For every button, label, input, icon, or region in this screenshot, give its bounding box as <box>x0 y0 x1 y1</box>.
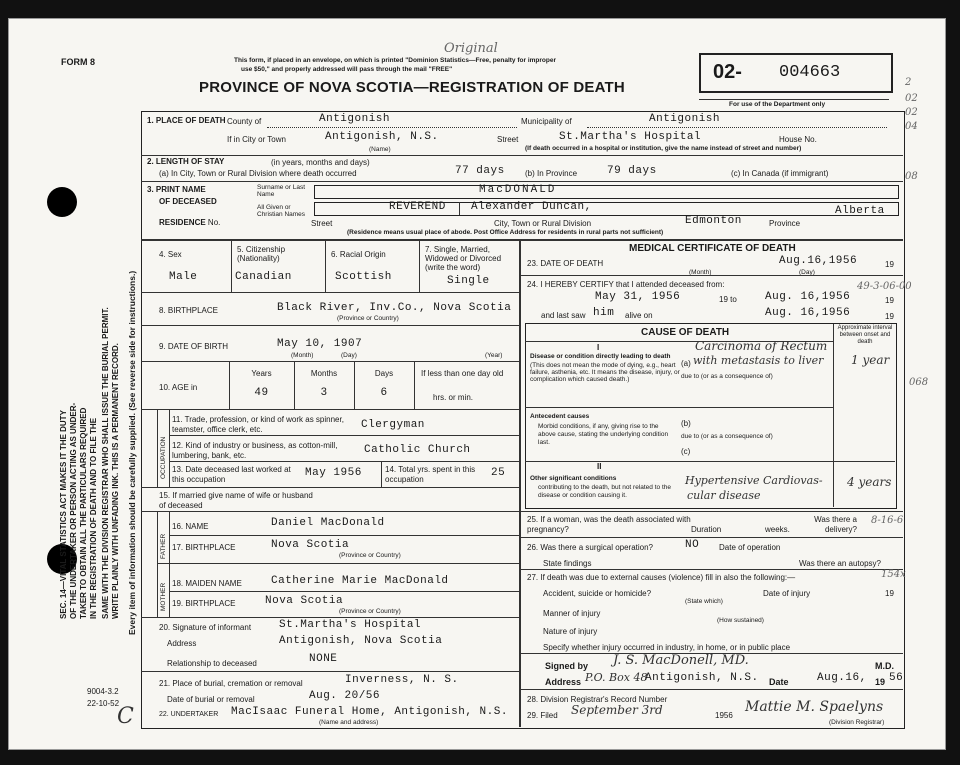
death-day-caption: (Day) <box>799 269 815 276</box>
margin-code-1: 49-3-06-00 <box>857 281 912 292</box>
residence-label: RESIDENCE No. <box>159 218 221 227</box>
registrar-caption: (Division Registrar) <box>829 719 885 726</box>
manner-of-injury-label: Manner of injury <box>543 609 601 618</box>
alive-year-caption: 19 <box>885 312 894 321</box>
statutory-notice: SEC. 14—VITAL STATISTICS ACT MAKES IT THE DUTY OF THE UNDERTAKER OR PERSON ACTING AS UNDER- TAKER TO OBTAIN ALL THE PARTICULARS REQUIRED IN THE REGISTRATION OF DEATH AND TO FILE THE <box>59 402 98 619</box>
pregnancy-label: 25. If a woman, was the death associated with pregnancy? <box>527 515 691 534</box>
relationship-label: Relationship to deceased <box>167 659 257 668</box>
father-birthplace-label: 17. BIRTHPLACE <box>172 543 236 552</box>
filed-year: 1956 <box>715 711 733 720</box>
form-number: FORM 8 <box>61 57 96 67</box>
cause-part-i: I <box>597 343 600 352</box>
municipality-value: Antigonish <box>649 113 721 125</box>
injury-date-label: Date of injury <box>763 589 811 598</box>
form-title: PROVINCE OF NOVA SCOTIA—REGISTRATION OF DEATH <box>199 79 625 96</box>
physician-address-value: Antigonish, N.S. <box>645 672 759 684</box>
residence-note: (Residence means usual place of abode. Post Office Address for residents in rural parts not sufficient) <box>347 229 664 236</box>
margin-mark-b: 02 <box>905 93 918 104</box>
how-sustained-caption: (How sustained) <box>717 617 764 624</box>
mother-birthplace-label: 19. BIRTHPLACE <box>172 599 236 608</box>
signed-date-label: Date <box>769 677 789 687</box>
cause-part-ii: II <box>597 462 602 471</box>
last-worked-label: 13. Date deceased last worked at this occupation <box>172 465 291 484</box>
registration-number-box <box>699 53 893 93</box>
physician-address-label: Address <box>545 677 582 687</box>
registrar-signature: Mattie M. Spaelyns <box>745 699 884 715</box>
title-value: REVEREND <box>389 201 446 213</box>
burial-date-label: Date of burial or removal <box>167 695 255 704</box>
medical-certificate-title: MEDICAL CERTIFICATE OF DEATH <box>629 243 796 254</box>
length-of-stay-label: 2. LENGTH OF STAY <box>147 157 225 166</box>
other-conditions-label: Other significant conditions <box>530 475 617 482</box>
informant-label: 20. Signature of informant <box>159 623 252 632</box>
duration-label: Duration <box>691 525 722 534</box>
disease-note: (This does not mean the mode of dying, e.g., heart failure, asthenia, etc. It means the disease, injury, or complication which caused death.) <box>530 362 680 383</box>
signed-year-prefix: 19 <box>875 677 886 687</box>
informant-value: St.Martha's Hospital <box>279 619 422 631</box>
surgical-operation-value: NO <box>685 539 700 551</box>
occupation-side-label: OCCUPATION <box>160 436 167 479</box>
mother-label: 18. MAIDEN NAME <box>172 579 242 588</box>
dob-year-caption: (Year) <box>485 352 503 359</box>
undertaker-value: MacIsaac Funeral Home, Antigonish, N.S. <box>231 706 508 718</box>
months-header: Months <box>310 369 338 378</box>
undertaker-label: 22. UNDERTAKER <box>159 711 219 718</box>
signed-year-value: 56 <box>889 672 904 684</box>
alive-on-label: alive on <box>625 311 653 320</box>
margin-mark-c: 02 <box>905 107 918 118</box>
birthplace-label: 8. BIRTHPLACE <box>159 306 218 315</box>
industry-label: 12. Kind of industry or business, as cotton-mill, lumbering, bank, etc. <box>172 441 338 460</box>
delivery-label: Was there a delivery? <box>814 515 857 534</box>
trade-value: Clergyman <box>361 419 425 431</box>
name-caption: (Name) <box>369 146 391 153</box>
mother-value: Catherine Marie MacDonald <box>271 575 449 587</box>
physician-signature: J. S. MacDonell, MD. <box>613 653 749 668</box>
registration-number: 004663 <box>779 63 841 82</box>
other-condition-line2: cular disease <box>687 489 761 502</box>
birthplace-caption: (Province or Country) <box>337 315 399 322</box>
alive-on-value: Aug. 16,1956 <box>765 307 851 319</box>
informant-address-label: Address <box>167 639 197 648</box>
attended-to-label: 19 to <box>719 295 737 304</box>
father-value: Daniel MacDonald <box>271 517 385 529</box>
death-month-caption: (Month) <box>689 269 712 276</box>
city-label: If in City or Town <box>227 135 286 144</box>
last-worked-value: May 1956 <box>305 467 362 479</box>
due-to-label-a: due to (or as a consequence of) <box>681 373 773 380</box>
industry-value: Catholic Church <box>364 444 471 456</box>
place-of-death-label: 1. PLACE OF DEATH <box>147 116 226 125</box>
certify-label: 24. I HEREBY CERTIFY that I attended deceased from: <box>527 280 725 289</box>
father-label: 16. NAME <box>172 522 209 531</box>
stay-a-value: 77 days <box>455 165 505 177</box>
citizenship-value: Canadian <box>235 271 292 283</box>
given-name-label: All Given or Christian Names <box>257 204 306 218</box>
municipality-label: Municipality of <box>521 117 572 126</box>
date-of-death-value: Aug.16,1956 <box>779 255 858 267</box>
original-stamp: Original <box>444 41 498 56</box>
mother-birthplace-caption: (Province or Country) <box>339 608 401 615</box>
spouse-label: 15. If married give name of wife or husband of deceased <box>159 491 313 510</box>
margin-code-2: 068 <box>909 377 929 388</box>
cause-b-label: (b) <box>681 419 691 428</box>
trade-label: 11. Trade, profession, or kind of work as spinner, teamster, office clerk, etc. <box>172 415 344 434</box>
undertaker-caption: (Name and address) <box>319 719 379 726</box>
filed-label: 29. Filed <box>527 711 558 720</box>
registration-prefix: 02- <box>713 61 742 83</box>
hrs-min-label: hrs. or min. <box>433 393 474 402</box>
injury-year-caption: 19 <box>885 589 894 598</box>
father-side-label: FATHER <box>160 533 167 559</box>
surname-box <box>314 185 899 199</box>
findings-label: State findings <box>543 559 592 568</box>
postage-notice-1: This form, if placed in an envelope, on which is printed "Dominion Statistics—Free, penalty for improper <box>234 57 556 64</box>
injury-location-label: Specify whether injury occurred in industry, in home, or in public place <box>543 643 791 652</box>
dob-value: May 10, 1907 <box>277 338 363 350</box>
house-no-label: House No. <box>779 135 817 144</box>
form-code: 9004-3.2 <box>87 687 119 696</box>
death-year-caption: 19 <box>885 260 894 269</box>
other-condition-line1: Hypertensive Cardiovas- <box>685 474 823 487</box>
statutory-notice-2: SAME WITH THE DIVISION REGISTRAR WHO SHALL ISSUE THE BURIAL PERMIT. WRITE PLAINLY WITH UNFADING INK. THIS IS A PERMANENT RECORD. <box>101 307 120 619</box>
age-label: 10. AGE in <box>159 383 198 392</box>
date-of-death-label: 23. DATE OF DEATH <box>527 259 604 268</box>
attended-year-caption: 19 <box>885 296 894 305</box>
total-years-value: 25 <box>491 467 506 479</box>
margin-mark-e: 08 <box>905 171 918 182</box>
mother-birthplace-value: Nova Scotia <box>265 595 344 607</box>
sex-label: 4. Sex <box>159 250 182 259</box>
physician-address-box: P.O. Box 48 <box>585 671 648 684</box>
disease-label: Disease or condition directly leading to death <box>530 353 671 360</box>
antecedent-note: Morbid conditions, if any, giving rise to the above cause, stating the underlying condition last. <box>538 423 669 446</box>
surgical-operation-label: 26. Was there a surgical operation? <box>527 543 653 552</box>
marital-label: 7. Single, Married, Widowed or Divorced (write the word) <box>425 245 502 272</box>
surname-value: MacDONALD <box>479 184 557 196</box>
registration-form <box>8 18 946 750</box>
cause-a-line2: with metastasis to liver <box>693 354 824 367</box>
due-to-label-b: due to (or as a consequence of) <box>681 433 773 440</box>
surname-label: Surname or Last Name <box>257 184 306 198</box>
margin-mark-a: 2 <box>905 77 912 88</box>
stay-b-value: 79 days <box>607 165 657 177</box>
birthplace-value: Black River, Inv.Co., Nova Scotia <box>277 302 512 314</box>
margin-code-4: 154x <box>881 569 906 580</box>
residence-city-value: Edmonton <box>685 215 742 227</box>
mother-side-label: MOTHER <box>160 582 167 611</box>
racial-value: Scottish <box>335 271 392 283</box>
margin-code-3: 8-16-6 <box>871 515 904 526</box>
hospital-note: (If death occurred in a hospital or institution, give the name instead of street and number) <box>525 145 802 152</box>
department-use-note: For use of the Department only <box>729 101 826 108</box>
accident-label: Accident, suicide or homicide? <box>543 589 652 598</box>
autopsy-label: Was there an autopsy? <box>799 559 881 568</box>
relationship-value: NONE <box>309 653 338 665</box>
signed-by-label: Signed by <box>545 661 589 671</box>
dob-month-caption: (Month) <box>291 352 314 359</box>
signed-date-value: Aug.16, <box>817 672 867 684</box>
external-causes-label: 27. If death was due to external causes (violence) fill in also the following:— <box>527 573 796 582</box>
marital-value: Single <box>447 275 490 287</box>
postage-notice-2: use $50," and properly addressed will pass through the mail "FREE" <box>241 66 453 73</box>
sex-value: Male <box>169 271 198 283</box>
county-value: Antigonish <box>319 113 391 125</box>
street-label: Street <box>497 135 519 144</box>
state-which-caption: (State which) <box>685 598 723 605</box>
length-of-stay-sub: (in years, months and days) <box>271 158 370 167</box>
operation-date-label: Date of operation <box>719 543 781 552</box>
cause-a-interval: 1 year <box>851 353 890 367</box>
other-interval: 4 years <box>847 475 892 489</box>
residence-street-label: Street <box>311 219 333 228</box>
years-header: Years <box>251 369 272 378</box>
dob-label: 9. DATE OF BIRTH <box>159 342 229 351</box>
age-days-value: 6 <box>380 387 388 399</box>
street-value: St.Martha's Hospital <box>559 131 702 143</box>
total-years-label: 14. Total yrs. spent in this occupation <box>385 465 476 484</box>
cause-c-label: (c) <box>681 447 691 456</box>
nature-of-injury-label: Nature of injury <box>543 627 598 636</box>
burial-label: 21. Place of burial, cremation or removal <box>159 679 303 688</box>
residence-city-label: City, Town or Rural Division <box>494 219 592 228</box>
racial-label: 6. Racial Origin <box>331 250 386 259</box>
registrar-record-label: 28. Division Registrar's Record Number <box>527 695 668 704</box>
age-months-value: 3 <box>320 387 328 399</box>
cause-a-line1: Carcinoma of Rectum <box>695 339 828 353</box>
residence-province-label: Province <box>769 219 801 228</box>
interval-header: Approximate interval between onset and death <box>837 325 893 345</box>
residence-province-value: Alberta <box>835 205 885 217</box>
stay-c-label: (c) In Canada (if immigrant) <box>731 169 829 178</box>
instructions-note: Every item of information should be carefully supplied. (See reverse side for instructions.) <box>127 270 137 635</box>
citizenship-label: 5. Citizenship (Nationality) <box>237 245 286 263</box>
attended-from-value: May 31, 1956 <box>595 291 681 303</box>
informant-address-value: Antigonish, Nova Scotia <box>279 635 443 647</box>
father-birthplace-caption: (Province or Country) <box>339 552 401 559</box>
print-name-label: 3. PRINT NAME <box>147 185 206 194</box>
burial-value: Inverness, N. S. <box>345 674 459 686</box>
margin-mark-d: 04 <box>905 121 918 132</box>
weeks-label: weeks. <box>765 525 790 534</box>
age-years-value: 49 <box>254 387 269 399</box>
form-date: 22-10-52 <box>87 699 120 708</box>
md-label: M.D. <box>875 661 894 671</box>
margin-c-mark: C <box>117 704 134 729</box>
city-value: Antigonish, N.S. <box>325 131 439 143</box>
stay-b-label: (b) In Province <box>525 169 578 178</box>
of-deceased-label: OF DECEASED <box>159 197 217 206</box>
father-birthplace-value: Nova Scotia <box>271 539 350 551</box>
days-header: Days <box>374 369 394 378</box>
antecedent-label: Antecedent causes <box>530 413 590 420</box>
dob-day-caption: (Day) <box>341 352 357 359</box>
attended-to-value: Aug. 16,1956 <box>765 291 851 303</box>
last-saw-label: and last saw <box>541 311 586 320</box>
cause-a-label: (a) <box>681 359 691 368</box>
cause-of-death-title: CAUSE OF DEATH <box>641 327 730 338</box>
given-name-value: Alexander Duncan, <box>471 201 592 213</box>
burial-date-value: Aug. 20/56 <box>309 690 381 702</box>
less-than-day-label: If less than one day old <box>421 369 504 378</box>
stay-a-label: (a) In City, Town or Rural Division where death occurred <box>159 169 357 178</box>
last-saw-him: him <box>593 307 615 319</box>
filed-value: September 3rd <box>571 703 663 717</box>
other-conditions-note: contributing to the death, but not related to the disease or condition causing it. <box>538 484 671 499</box>
county-label: County of <box>227 117 262 126</box>
